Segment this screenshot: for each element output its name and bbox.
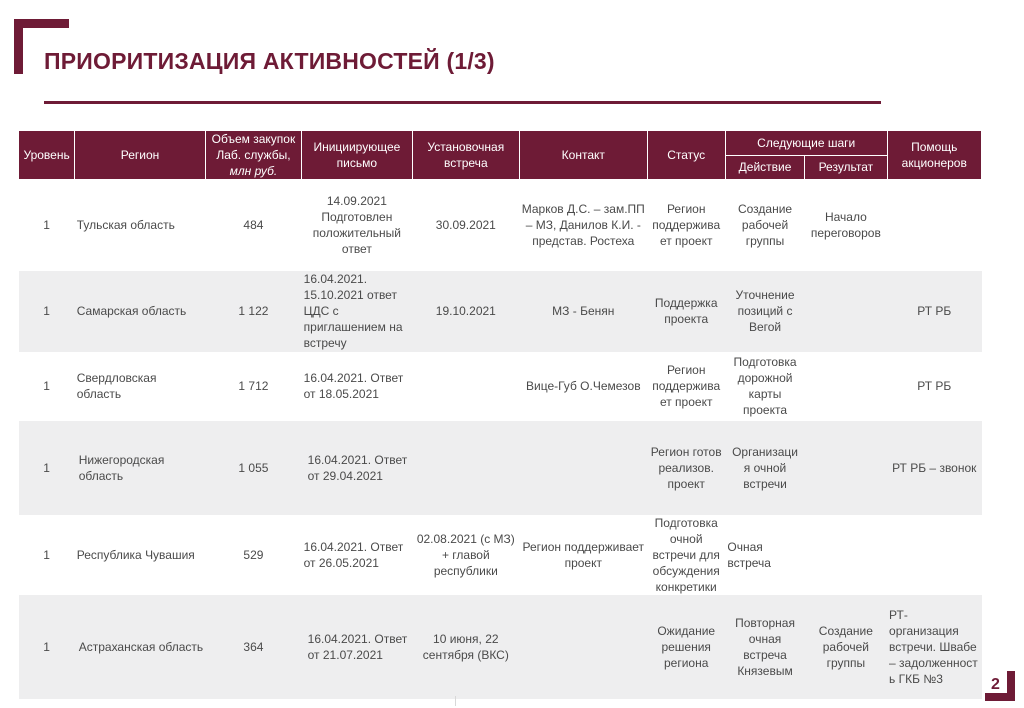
cell-meeting: [412, 352, 519, 421]
cell-action: Подготовка дорожной карты проекта: [725, 352, 804, 421]
header-contact: Контакт: [520, 131, 648, 180]
table-row: [19, 271, 982, 352]
cell-region: Самарская область: [75, 271, 206, 352]
cell-volume: 484: [205, 180, 301, 271]
title-corner-mark-vertical: [14, 19, 23, 74]
cell-letter: 16.04.2021. Ответ от 26.05.2021: [302, 515, 412, 595]
cell-volume: 364: [205, 595, 301, 699]
cell-volume: 1 122: [205, 271, 301, 352]
cell-help: РТ РБ: [887, 271, 981, 352]
cell-region: Тульская область: [75, 180, 206, 271]
cell-status: Регион поддержива ет проект: [647, 352, 725, 421]
table-row: [19, 180, 982, 271]
cell-help: [887, 515, 981, 595]
cell-result: Начало переговоров: [805, 180, 887, 271]
cell-help: РТ РБ: [887, 352, 981, 421]
cell-contact: Вице-Губ О.Чемезов: [520, 352, 648, 421]
cell-contact: [520, 595, 648, 699]
cell-level: 1: [19, 595, 75, 699]
cell-region: Астраханская область: [75, 595, 206, 699]
cell-meeting: 19.10.2021: [412, 271, 519, 352]
cell-letter: 16.04.2021. Ответ от 29.04.2021: [302, 421, 412, 515]
cell-status: Регион поддержива ет проект: [647, 180, 725, 271]
cell-result: [805, 271, 887, 352]
cell-letter: 16.04.2021. Ответ от 21.07.2021: [302, 595, 412, 699]
header-help: Помощь акционеров: [887, 131, 981, 180]
priority-table: [18, 130, 982, 699]
table-row: [19, 421, 982, 515]
table-row: [19, 352, 982, 421]
header-level: Уровень: [19, 131, 75, 180]
header-meeting: Установочная встреча: [412, 131, 519, 180]
cell-contact: Марков Д.С. – зам.ПП – МЗ, Данилов К.И. - представ. Ростеха: [520, 180, 648, 271]
cell-status: Регион готов реализов. проект: [647, 421, 725, 515]
cell-action: Уточнение позиций с Вегой: [725, 271, 804, 352]
cell-meeting: 10 июня, 22 сентября (ВКС): [412, 595, 519, 699]
cell-volume: 1 712: [205, 352, 301, 421]
cell-meeting: 30.09.2021: [412, 180, 519, 271]
header-next-steps: Следующие шаги: [725, 131, 887, 156]
cell-level: 1: [19, 515, 75, 595]
cell-meeting: [412, 421, 519, 515]
cell-help: РТ- организация встречи. Швабе – задолженност ь ГКБ №3: [887, 595, 981, 699]
cell-help: [887, 180, 981, 271]
table-row: [19, 595, 982, 699]
cell-level: 1: [19, 421, 75, 515]
title-divider: [44, 101, 881, 104]
cell-action: Организаци я очной встречи: [725, 421, 804, 515]
cell-status: Подготовка очной встречи для обсуждения конкретики: [647, 515, 725, 595]
cell-level: 1: [19, 180, 75, 271]
header-status: Статус: [647, 131, 725, 180]
table-row: [19, 515, 982, 595]
cell-letter: 16.04.2021. 15.10.2021 ответ ЦДС с приглашением на встречу: [302, 271, 412, 352]
cell-region: Свердловская область: [75, 352, 206, 421]
cell-result: [805, 421, 887, 515]
cell-volume: 529: [205, 515, 301, 595]
cell-contact: МЗ - Бенян: [520, 271, 648, 352]
cell-level: 1: [19, 352, 75, 421]
cell-status: Ожидание решения региона: [647, 595, 725, 699]
cell-result: [805, 515, 887, 595]
cell-result: [805, 352, 887, 421]
page-number: 2: [991, 676, 1000, 693]
cell-letter: 14.09.2021 Подготовлен положительный ответ: [302, 180, 412, 271]
cell-status: Поддержка проекта: [647, 271, 725, 352]
cell-help: РТ РБ – звонок: [887, 421, 981, 515]
page-title: ПРИОРИТИЗАЦИЯ АКТИВНОСТЕЙ (1/3): [44, 48, 495, 74]
cell-level: 1: [19, 271, 75, 352]
cell-action: Очная встреча: [725, 515, 804, 595]
cell-region: Нижегородская область: [75, 421, 206, 515]
cell-action: Создание рабочей группы: [725, 180, 804, 271]
header-action: Действие: [725, 155, 804, 180]
cell-volume: 1 055: [205, 421, 301, 515]
header-letter: Инициирующее письмо: [302, 131, 412, 180]
page-number-frame: [985, 671, 1015, 701]
cell-action: Повторная очная встреча Князевым: [725, 595, 804, 699]
cell-result: Создание рабочей группы: [805, 595, 887, 699]
cell-contact: Регион поддерживает проект: [520, 515, 648, 595]
header-region: Регион: [75, 131, 206, 180]
cell-letter: 16.04.2021. Ответ от 18.05.2021: [302, 352, 412, 421]
header-result: Результат: [805, 155, 887, 180]
cell-region: Республика Чувашия: [75, 515, 206, 595]
cell-contact: [520, 421, 648, 515]
cell-meeting: 02.08.2021 (с МЗ) + главой республики: [412, 515, 519, 595]
header-volume: Объем закупок Лаб. службы, млн руб.: [205, 131, 301, 180]
